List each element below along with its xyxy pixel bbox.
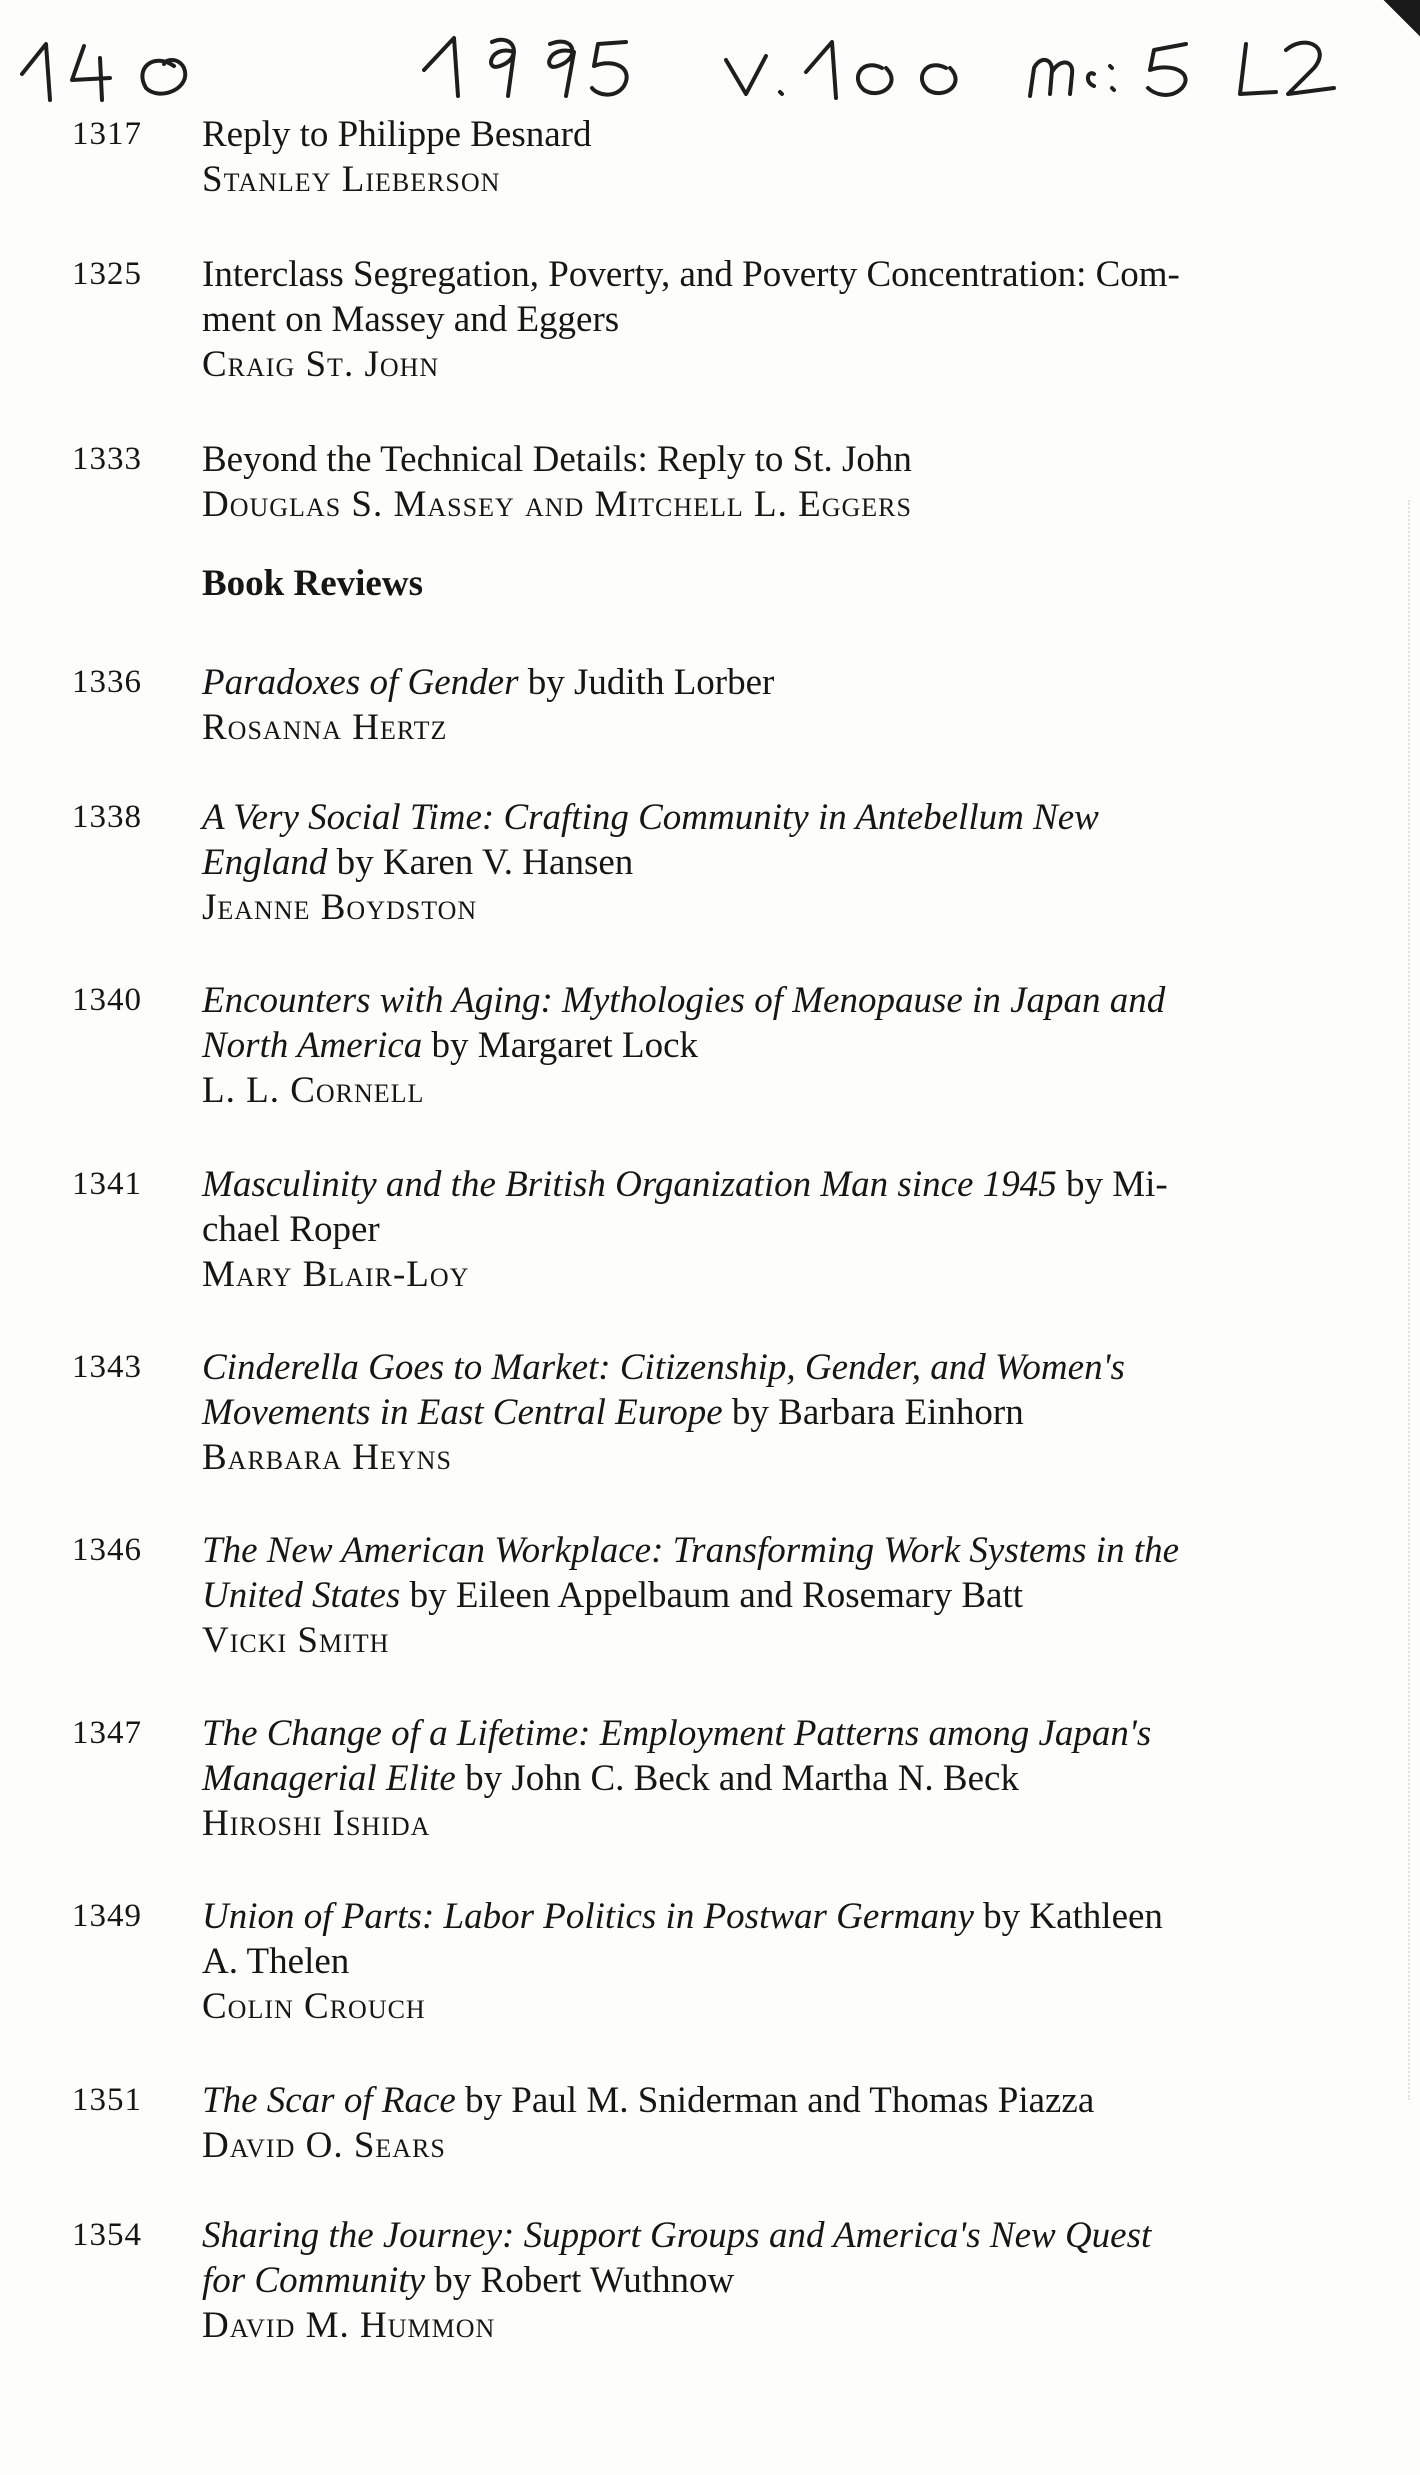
book-title: The New American Workplace: Transforming Work Systems in the [202,1530,1180,1571]
review-title-line1 [202,2213,1151,2258]
author-name: Craig St. John [202,344,440,385]
reviewer-name: Jeanne Boydston [202,887,478,928]
book-title: The Scar of Race [202,2080,456,2121]
review-title-line1 [202,978,1165,1023]
review-title-line2 [202,1756,1151,1801]
review-title-line1 [202,2078,1094,2123]
list-item [72,1894,1163,2029]
book-title: Managerial Elite [202,1758,456,1799]
article-title: Beyond the Technical Details: Reply to St. John [202,439,912,480]
review-title-line1 [202,1162,1168,1207]
review-title-line2 [202,1390,1125,1435]
list-item [72,795,1099,930]
page-number: 1347 [72,1715,142,1751]
page-number: 1338 [72,799,142,835]
reviewer-name: Hiroshi Ishida [202,1803,431,1844]
book-title: Movements in East Central Europe [202,1392,723,1433]
page-number: 1336 [72,664,142,700]
page-number: 1325 [72,256,142,292]
page-number: 1340 [72,982,142,1018]
book-title: for Community [202,2260,426,2301]
page-number: 1351 [72,2082,142,2118]
book-title: Union of Parts: Labor Politics in Postwar Germany [202,1896,974,1937]
list-item [72,1528,1179,1663]
book-author: A. Thelen [202,1941,350,1982]
book-title: The Change of a Lifetime: Employment Patterns among Japan's [202,1713,1152,1754]
book-title: Cinderella Goes to Market: Citizenship, Gender, and Women's [202,1347,1125,1388]
review-title-line2 [202,1939,1163,1984]
list-item [72,1162,1168,1297]
review-title-line2 [202,1207,1168,1252]
book-title: Masculinity and the British Organization Man since 1945 [202,1164,1057,1205]
list-item [72,112,592,202]
book-title: North America [202,1025,423,1066]
handwriting-strokes [14,22,1374,102]
page-number: 1333 [72,441,142,477]
section-heading: Book Reviews [202,563,423,604]
scan-edge-specks [1404,500,1410,2100]
reviewer-name: David O. Sears [202,2125,446,2166]
book-title: United States [202,1575,401,1616]
page-number: 1349 [72,1898,142,1934]
book-author: by Barbara Einhorn [722,1392,1024,1433]
review-title-line1 [202,1345,1125,1390]
book-title: A Very Social Time: Crafting Community in Antebellum New [202,797,1099,838]
reviewer-name: Barbara Heyns [202,1437,452,1478]
book-title: Paradoxes of Gender [202,662,519,703]
review-title-line2 [202,2258,1151,2303]
book-author: by Judith Lorber [518,662,775,703]
list-item [72,1345,1125,1480]
author-name: Stanley Lieberson [202,159,501,200]
book-author: by Paul M. Sniderman and Thomas Piazza [455,2080,1095,2121]
list-item [72,1711,1151,1846]
book-author: by John C. Beck and Martha N. Beck [455,1758,1019,1799]
page-number: 1354 [72,2217,142,2253]
list-item [72,437,912,527]
page-number: 1346 [72,1532,142,1568]
reviewer-name: Vicki Smith [202,1620,390,1661]
list-item [72,2078,1094,2168]
reviewer-name: Rosanna Hertz [202,707,448,748]
list-item [72,660,774,750]
book-author: by Margaret Lock [422,1025,698,1066]
review-title-line2 [202,840,1099,885]
book-author: by Robert Wuthnow [425,2260,735,2301]
review-title-line1 [202,1711,1151,1756]
page-number: 1341 [72,1166,142,1202]
book-title: Sharing the Journey: Support Groups and America's New Quest [202,2215,1152,2256]
book-author: chael Roper [202,1209,380,1250]
author-name: Douglas S. Massey and Mitchell L. Eggers [202,484,912,525]
book-author: by Mi- [1056,1164,1168,1205]
article-title-line2: ment on Massey and Eggers [202,299,620,340]
book-title: England [202,842,328,883]
reviewer-name: Colin Crouch [202,1986,426,2027]
review-title-line1 [202,660,774,705]
reviewer-name: David M. Hummon [202,2305,496,2346]
page-number: 1343 [72,1349,142,1385]
review-title-line2 [202,1023,1165,1068]
list-item [72,978,1165,1113]
review-title-line1 [202,1894,1163,1939]
review-title-line1 [202,1528,1179,1573]
article-title-line1: Interclass Segregation, Poverty, and Poverty Concentration: Com- [202,254,1180,295]
book-author: by Karen V. Hansen [327,842,634,883]
review-title-line2 [202,1573,1179,1618]
book-author: by Kathleen [973,1896,1163,1937]
article-title: Reply to Philippe Besnard [202,114,592,155]
handwritten-annotation [14,22,1374,102]
review-title-line1 [202,795,1099,840]
reviewer-name: L. L. Cornell [202,1070,425,1111]
page-corner-shadow [1380,0,1420,40]
page-number: 1317 [72,116,142,152]
list-item [72,252,1180,387]
book-title: Encounters with Aging: Mythologies of Menopause in Japan and [202,980,1166,1021]
list-item [72,2213,1151,2348]
reviewer-name: Mary Blair-Loy [202,1254,470,1295]
book-author: by Eileen Appelbaum and Rosemary Batt [400,1575,1024,1616]
